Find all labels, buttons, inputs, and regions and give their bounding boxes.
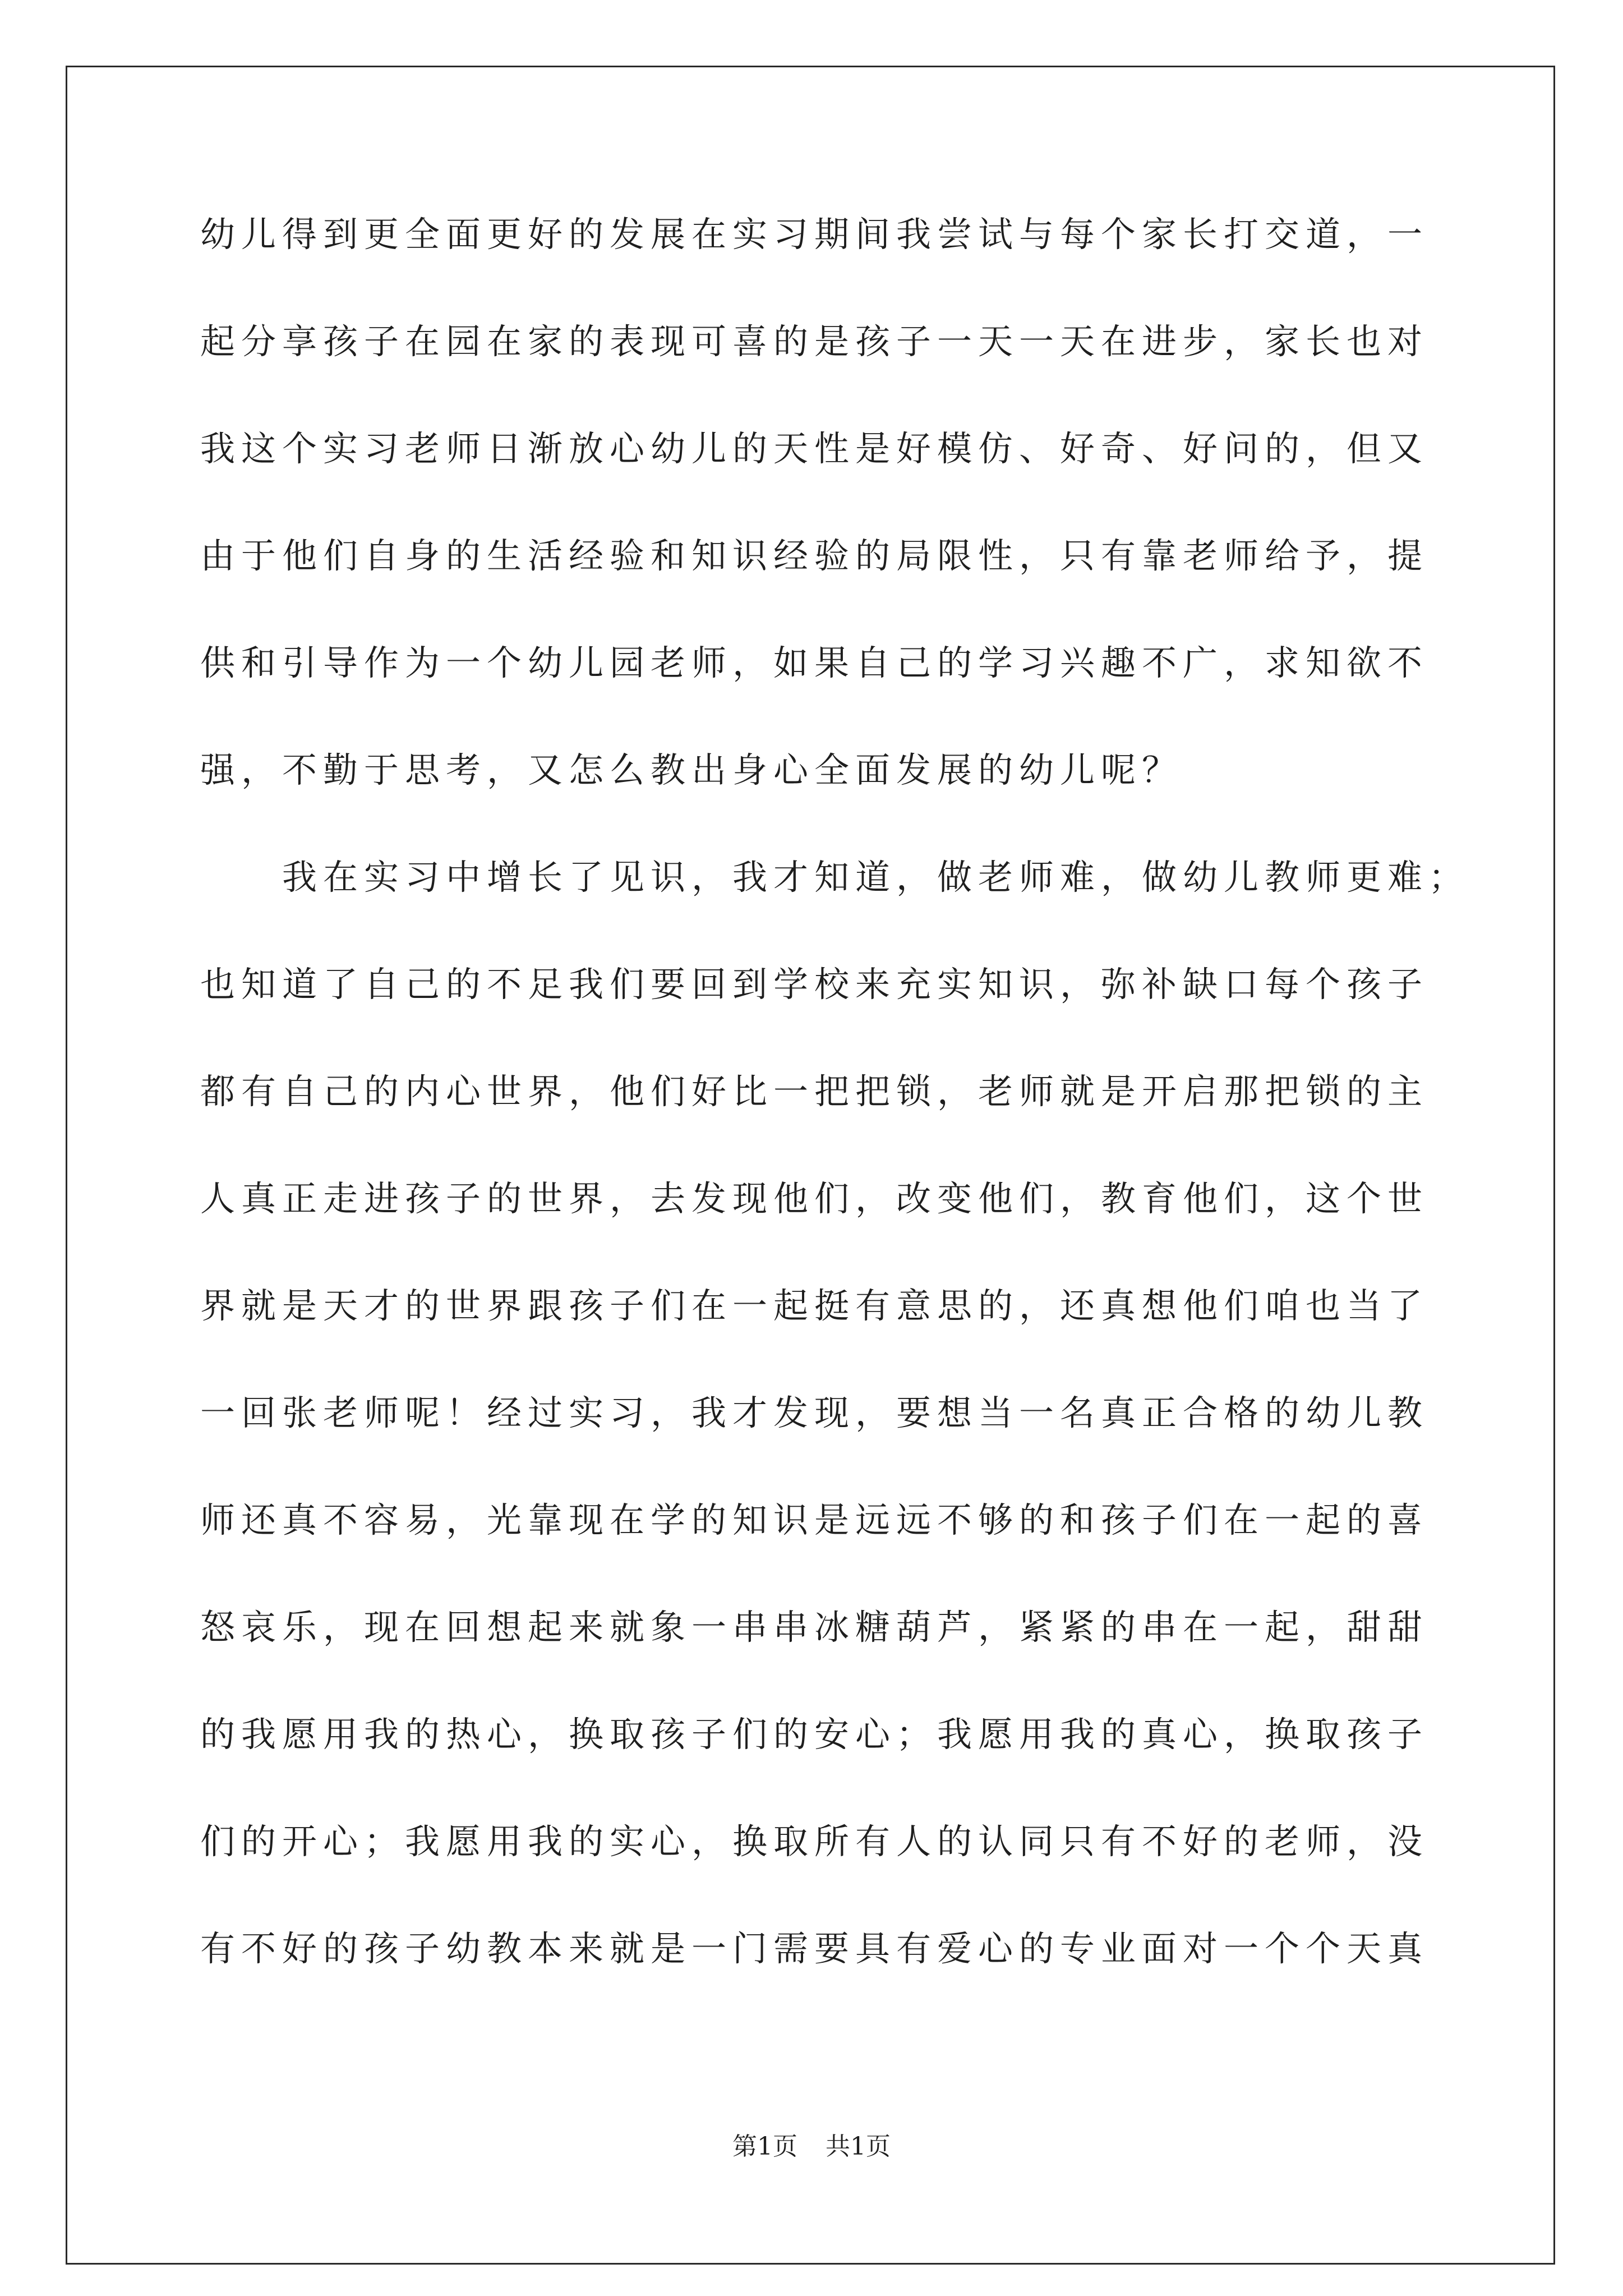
text-line: 强，不勤于思考，又怎么教出身心全面发展的幼儿呢？ <box>200 749 1183 790</box>
page-number: 第1页 <box>732 2132 797 2161</box>
text-line: 幼儿得到更全面更好的发展在实习期间我尝试与每个家长打交道，一 <box>200 214 1429 255</box>
text-line: 们的开心；我愿用我的实心，换取所有人的认同只有不好的老师，没 <box>200 1821 1429 1862</box>
document-body <box>200 208 1490 2029</box>
text-line: 师还真不容易，光靠现在学的知识是远远不够的和孩子们在一起的喜 <box>200 1499 1429 1540</box>
text-line: 由于他们自身的生活经验和知识经验的局限性，只有靠老师给予，提 <box>200 535 1429 576</box>
text-line: 也知道了自己的不足我们要回到学校来充实知识，弥补缺口每个孩子 <box>200 964 1429 1005</box>
text-line: 有不好的孩子幼教本来就是一门需要具有爱心的专业面对一个个天真 <box>200 1928 1429 1969</box>
text-line: 供和引导作为一个幼儿园老师，如果自己的学习兴趣不广，求知欲不 <box>200 642 1429 683</box>
page-total: 共1页 <box>826 2132 891 2161</box>
text-line: 界就是天才的世界跟孩子们在一起挺有意思的，还真想他们咱也当了 <box>200 1285 1429 1326</box>
text-line: 起分享孩子在园在家的表现可喜的是孩子一天一天在进步，家长也对 <box>200 321 1429 362</box>
paragraph-start-line: 我在实习中增长了见识，我才知道，做老师难，做幼儿教师更难； <box>282 857 1470 898</box>
text-line: 的我愿用我的热心，换取孩子们的安心；我愿用我的真心，换取孩子 <box>200 1714 1429 1755</box>
text-line: 一回张老师呢！经过实习，我才发现，要想当一名真正合格的幼儿教 <box>200 1392 1429 1433</box>
text-line: 怒哀乐，现在回想起来就象一串串冰糖葫芦，紧紧的串在一起，甜甜 <box>200 1607 1429 1648</box>
text-line: 都有自己的内心世界，他们好比一把把锁，老师就是开启那把锁的主 <box>200 1071 1429 1112</box>
page-footer <box>0 2126 1623 2162</box>
text-line: 我这个实习老师日渐放心幼儿的天性是好模仿、好奇、好问的，但又 <box>200 428 1429 469</box>
text-line: 人真正走进孩子的世界，去发现他们，改变他们，教育他们，这个世 <box>200 1178 1429 1219</box>
